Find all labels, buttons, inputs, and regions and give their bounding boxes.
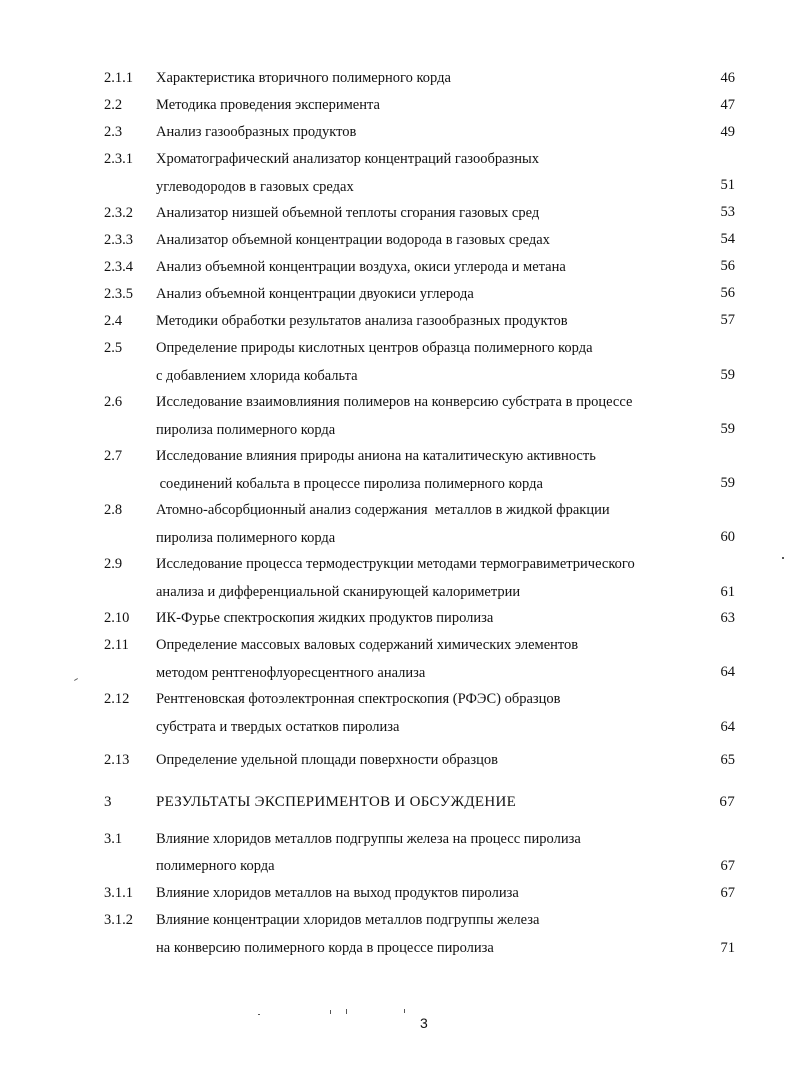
entry-number: 2.3.2 [104,205,133,221]
scan-speck [74,678,78,681]
entry-title: РЕЗУЛЬТАТЫ ЭКСПЕРИМЕНТОВ И ОБСУЖДЕНИЕ [156,794,517,810]
entry-page: 67 [720,885,735,901]
entry-title-continued: с добавлением хлорида кобальта [156,368,358,384]
entry-title: Рентгеновская фотоэлектронная спектроскопия (РФЭС) образцов [156,691,561,707]
entry-number: 2.3.3 [104,232,133,248]
entry-title-continued: пиролиза полимерного корда [156,530,336,546]
entry-page: 63 [720,610,735,626]
entry-page: 61 [720,584,735,600]
entry-title: Определение массовых валовых содержаний химических элементов [156,637,579,653]
scan-speck [346,1009,347,1014]
page-number: 3 [420,1015,428,1031]
scan-speck [330,1010,331,1014]
entry-title: Анализ газообразных продуктов [156,124,357,140]
entry-title: ИК-Фурье спектроскопия жидких продуктов пиролиза [156,610,494,626]
entry-title: Анализатор объемной концентрации водорода в газовых средах [156,232,550,248]
entry-title: Анализ объемной концентрации воздуха, окиси углерода и метана [156,259,566,275]
entry-title-continued: полимерного корда [156,858,275,874]
scan-speck [404,1009,405,1013]
entry-number: 2.3.5 [104,286,133,302]
entry-number: 3.1.1 [104,885,133,901]
entry-page: 59 [720,367,735,383]
entry-title: Влияние концентрации хлоридов металлов подгруппы железа [156,912,540,928]
entry-page: 56 [720,285,735,301]
entry-page: 67 [719,794,735,810]
entry-page: 54 [720,231,735,247]
entry-title: Исследование процесса термодеструкции методами термогравиметрического [156,556,635,572]
entry-number: 2.3 [104,124,123,140]
entry-number: 3.1 [104,831,123,847]
entry-page: 64 [720,664,735,680]
entry-title: Анализатор низшей объемной теплоты сгорания газовых сред [156,205,540,221]
entry-number: 2.3.1 [104,151,133,167]
entry-title: Влияние хлоридов металлов подгруппы железа на процесс пиролиза [156,831,581,847]
entry-page: 59 [720,421,735,437]
scan-speck [782,557,784,559]
entry-title: Анализ объемной концентрации двуокиси углерода [156,286,474,302]
entry-page: 56 [720,258,735,274]
entry-title-continued: методом рентгенофлуоресцентного анализа [156,665,426,681]
entry-number: 2.5 [104,340,123,356]
entry-title: Определение удельной площади поверхности образцов [156,752,498,768]
entry-number: 3 [104,794,112,810]
entry-title: Характеристика вторичного полимерного корда [156,70,451,86]
entry-page: 47 [720,97,735,113]
entry-page: 59 [720,475,735,491]
entry-title-continued: субстрата и твердых остатков пиролиза [156,719,400,735]
entry-page: 64 [720,719,735,735]
entry-title-continued: соединений кобальта в процессе пиролиза полимерного корда [156,476,543,492]
entry-number: 2.9 [104,556,123,572]
entry-page: 67 [720,858,735,874]
entry-title-continued: анализа и дифференциальной сканирующей калориметрии [156,584,521,600]
entry-page: 65 [720,752,735,768]
entry-number: 2.4 [104,313,123,329]
entry-number: 2.6 [104,394,123,410]
entry-page: 60 [720,529,735,545]
entry-page: 71 [720,940,735,956]
scan-speck [258,1014,260,1015]
entry-number: 2.7 [104,448,123,464]
entry-page: 49 [720,124,735,140]
entry-number: 2.3.4 [104,259,133,275]
entry-title-continued: пиролиза полимерного корда [156,422,336,438]
entry-page: 57 [720,312,735,328]
entry-title: Определение природы кислотных центров образца полимерного корда [156,340,593,356]
entry-title: Методика проведения эксперимента [156,97,380,113]
entry-number: 2.12 [104,691,130,707]
entry-page: 46 [720,70,735,86]
entry-number: 3.1.2 [104,912,133,928]
entry-title-continued: углеводородов в газовых средах [156,179,354,195]
entry-title: Влияние хлоридов металлов на выход продуктов пиролиза [156,885,519,901]
entry-number: 2.11 [104,637,129,653]
entry-title: Хроматографический анализатор концентраций газообразных [156,151,539,167]
entry-number: 2.8 [104,502,123,518]
entry-page: 51 [720,177,735,193]
entry-title-continued: на конверсию полимерного корда в процессе пиролиза [156,940,494,956]
entry-title: Атомно-абсорбционный анализ содержания металлов в жидкой фракции [156,502,610,518]
entry-number: 2.1.1 [104,70,133,86]
entry-title: Методики обработки результатов анализа газообразных продуктов [156,313,568,329]
entry-number: 2.10 [104,610,130,626]
entry-page: 53 [720,204,735,220]
entry-number: 2.13 [104,752,130,768]
entry-title: Исследование влияния природы аниона на каталитическую активность [156,448,596,464]
entry-title: Исследование взаимовлияния полимеров на конверсию субстрата в процессе [156,394,633,410]
entry-number: 2.2 [104,97,123,113]
